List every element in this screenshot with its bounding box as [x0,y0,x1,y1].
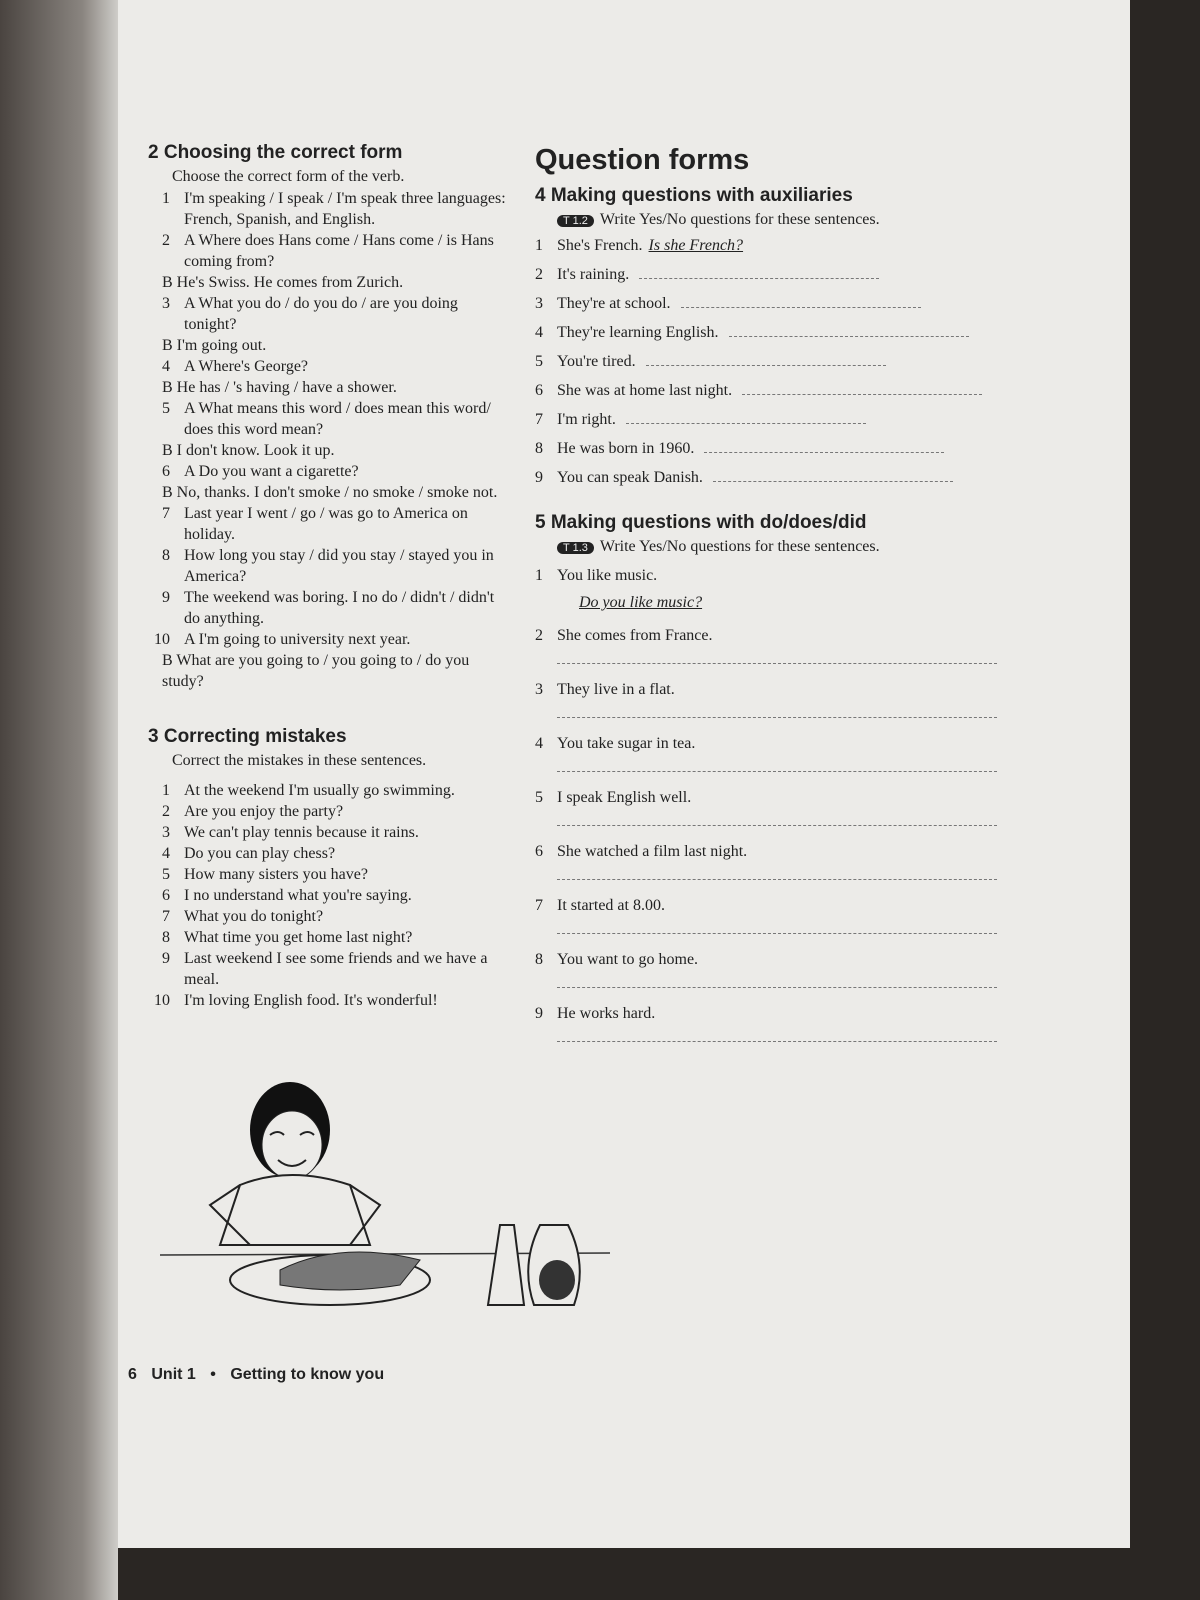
item-text: She's French. [557,237,643,254]
answer-line[interactable] [557,716,997,718]
item-number: 1 [162,190,170,207]
item-text: She comes from France. [557,627,713,644]
question-item [535,788,1055,808]
answer-blank[interactable] [713,467,953,482]
item-text: A What you do / do you do / are you doing tonight? [184,295,458,333]
item-text: B I don't know. Look it up. [162,442,335,459]
item-text: He was born in 1960. [557,440,695,457]
item-number: 4 [162,358,170,375]
item-text: They live in a flat. [557,681,675,698]
item-text: They're learning English. [557,324,719,341]
item-text: She was at home last night. [557,382,733,399]
book-binding [0,0,118,1600]
question-item [535,463,1055,492]
question-item [535,950,1055,970]
unit-label: Unit 1 [151,1366,196,1383]
mistake-item [148,843,508,864]
item-number: 9 [162,589,170,606]
item-text: What you do tonight? [184,908,324,925]
left-column [148,142,508,1011]
item-number: 8 [162,929,170,946]
item-text: You can speak Danish. [557,469,703,486]
item-text: I'm speaking / I speak / I'm speak three languages: French, Spanish, and English. [184,190,506,228]
section-4-heading: 4 Making questions with auxiliaries [535,185,853,206]
answer-line[interactable] [557,824,997,826]
section-3-heading: 3 Correcting mistakes [148,726,347,747]
item-text: We can't play tennis because it rains. [184,824,419,841]
item-text: He works hard. [557,1005,656,1022]
item-text: A I'm going to university next year. [184,631,411,648]
item-number: 7 [535,411,543,428]
question-item [535,734,1055,754]
item-text: B What are you going to / you going to / do you study? [162,652,470,690]
mistake-item [148,906,508,927]
answer-line[interactable] [557,770,997,772]
question-item [535,231,1055,260]
question-item [535,434,1055,463]
item-number: 2 [162,803,170,820]
item-text: Last weekend I see some friends and we have a meal. [184,950,488,988]
item-number: 9 [535,469,543,486]
item-number: 6 [535,843,543,860]
item-text: B No, thanks. I don't smoke / no smoke / smoke not. [162,484,498,501]
page-number: 6 [128,1366,137,1383]
audio-tag: T 1.3 [557,542,594,554]
item-text: I no understand what you're saying. [184,887,412,904]
choice-item [148,482,508,503]
item-text: A Where does Hans come / Hans come / is Hans coming from? [184,232,494,270]
section-2-list [148,188,508,692]
answer-blank[interactable] [626,409,866,424]
choice-item [148,188,508,230]
question-item [535,405,1055,434]
item-text: You like music. [557,567,658,584]
mistake-item [148,780,508,801]
item-text: I'm loving English food. It's wonderful! [184,992,438,1009]
item-text: You're tired. [557,353,636,370]
question-item [535,626,1055,646]
item-number: 8 [162,547,170,564]
right-column [535,144,1055,1058]
item-text: The weekend was boring. I no do / didn't / didn't do anything. [184,589,495,627]
item-number: 5 [162,400,170,417]
item-text: Do you can play chess? [184,845,336,862]
page-footer [128,1366,394,1384]
item-number: 2 [535,266,543,283]
section-3-list [148,780,508,1011]
item-text: She watched a film last night. [557,843,748,860]
answer-blank[interactable] [742,380,982,395]
choice-item [148,440,508,461]
section-5-instruction: T 1.3 Write Yes/No questions for these sentences. [557,538,1055,556]
item-number: 6 [162,887,170,904]
item-text: B He has / 's having / have a shower. [162,379,397,396]
section-5-heading: 5 Making questions with do/does/did [535,512,867,533]
item-text: It's raining. [557,266,630,283]
item-number: 5 [535,789,543,806]
item-number: 3 [535,295,543,312]
item-text: What time you get home last night? [184,929,413,946]
choice-item [148,377,508,398]
answer-blank[interactable] [646,351,886,366]
answer-line[interactable] [557,1040,997,1042]
mistake-item [148,927,508,948]
choice-item [148,230,508,272]
mistake-item [148,885,508,906]
item-text: How long you stay / did you stay / stayed you in America? [184,547,494,585]
item-text: They're at school. [557,295,671,312]
item-text: A What means this word / does mean this word/ does this word mean? [184,400,491,438]
item-text: How many sisters you have? [184,866,368,883]
question-item [535,896,1055,916]
item-text: You want to go home. [557,951,699,968]
item-text: B He's Swiss. He comes from Zurich. [162,274,404,291]
answer-line[interactable] [557,662,997,664]
item-number: 1 [535,237,543,254]
choice-item [148,398,508,440]
choice-item [148,545,508,587]
answer-blank[interactable] [639,264,879,279]
footer-separator: • [210,1366,216,1383]
item-text: I speak English well. [557,789,692,806]
answer-blank[interactable] [681,293,921,308]
item-text: A Where's George? [184,358,309,375]
item-number: 3 [535,681,543,698]
item-number: 9 [535,1005,543,1022]
page-title: Question forms [535,144,750,176]
answer-line[interactable] [557,986,997,988]
item-number: 8 [535,440,543,457]
section-2-instruction: Choose the correct form of the verb. [172,168,405,185]
answer-blank[interactable] [729,322,969,337]
illustration-woman-eating [160,1075,620,1335]
item-text: A Do you want a cigarette? [184,463,359,480]
question-item [535,680,1055,700]
section-3-instruction: Correct the mistakes in these sentences. [172,752,427,769]
item-number: 1 [535,567,543,584]
mistake-item [148,801,508,822]
item-number: 4 [535,735,543,752]
section-4-list [535,231,1055,492]
mistake-item [148,822,508,843]
item-text: It started at 8.00. [557,897,665,914]
answer-line[interactable] [557,932,997,934]
item-number: 5 [535,353,543,370]
section-4-instruction: T 1.2 Write Yes/No questions for these sentences. [557,211,1055,229]
item-number: 3 [162,295,170,312]
item-number: 4 [162,845,170,862]
section-2-heading: 2 Choosing the correct form [148,142,403,163]
item-number: 5 [162,866,170,883]
question-item [535,347,1055,376]
question-item [535,289,1055,318]
mistake-item [148,948,508,990]
section-5-list [535,566,1055,1042]
choice-item [148,650,508,692]
item-number: 10 [154,631,170,648]
item-number: 6 [535,382,543,399]
item-number: 1 [162,782,170,799]
item-number: 3 [162,824,170,841]
item-text: I'm right. [557,411,616,428]
item-number: 9 [162,950,170,967]
choice-item [148,461,508,482]
mistake-item [148,864,508,885]
question-item [535,842,1055,862]
question-item [535,318,1055,347]
item-number: 6 [162,463,170,480]
choice-item [148,335,508,356]
choice-item [148,503,508,545]
item-text: Last year I went / go / was go to America on holiday. [184,505,468,543]
example-answer: Is she French? [648,237,744,254]
item-number: 4 [535,324,543,341]
question-item [535,566,1055,586]
item-number: 2 [162,232,170,249]
item-text: Are you enjoy the party? [184,803,344,820]
item-number: 2 [535,627,543,644]
item-number: 7 [535,897,543,914]
answer-blank[interactable] [704,438,944,453]
item-number: 10 [154,992,170,1009]
item-text: You take sugar in tea. [557,735,696,752]
item-text: At the weekend I'm usually go swimming. [184,782,455,799]
item-number: 7 [162,505,170,522]
choice-item [148,293,508,335]
example-answer: Do you like music? [579,594,703,611]
audio-tag: T 1.2 [557,215,594,227]
item-number: 8 [535,951,543,968]
choice-item [148,272,508,293]
question-item [535,260,1055,289]
answer-line[interactable] [557,878,997,880]
choice-item [148,629,508,650]
unit-title: Getting to know you [230,1366,385,1383]
item-number: 7 [162,908,170,925]
question-item [535,1004,1055,1024]
question-item [535,376,1055,405]
choice-item [148,356,508,377]
mistake-item [148,990,508,1011]
item-text: B I'm going out. [162,337,267,354]
choice-item [148,587,508,629]
